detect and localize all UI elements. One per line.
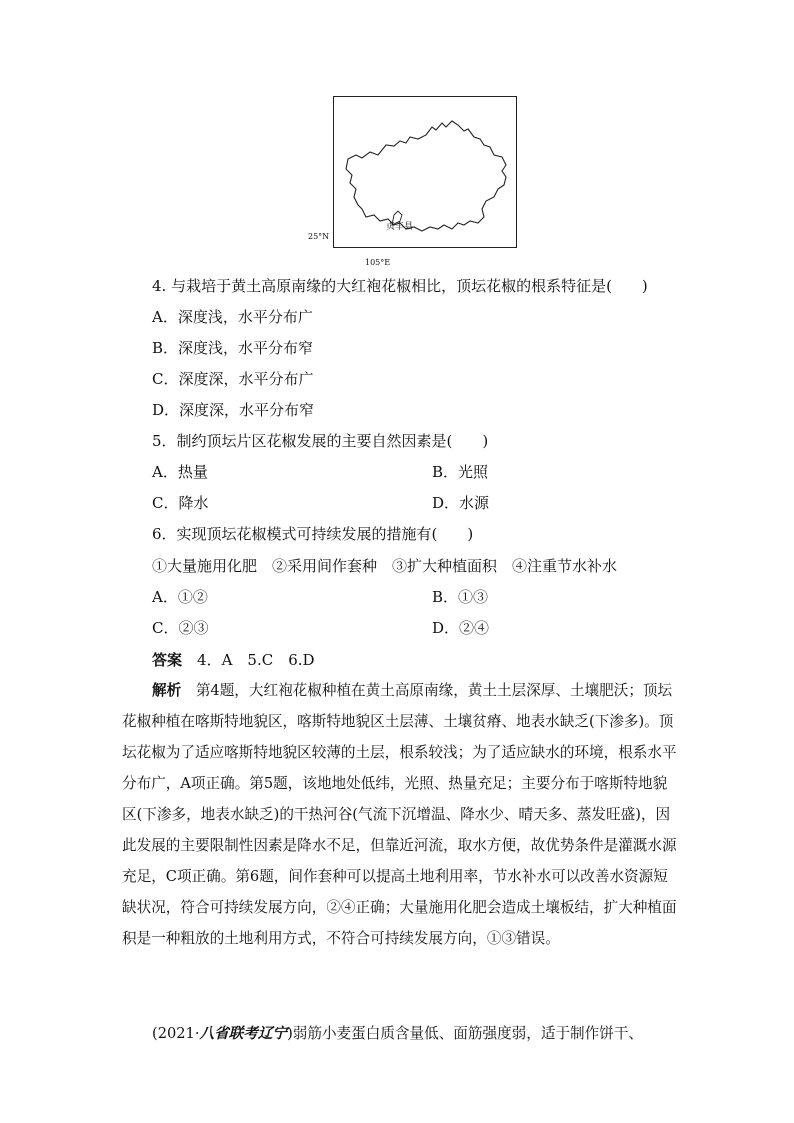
answer-text: 4．A 5.C 6.D [197, 651, 315, 669]
q6-option-a: A．①② [152, 588, 208, 606]
answer-line [152, 650, 315, 670]
source-year: (2021· [152, 1025, 200, 1042]
analysis-paragraph [122, 675, 678, 954]
q4-option-c: C．深度深，水平分布广 [152, 370, 314, 388]
q4-option-b: B．深度浅，水平分布窄 [152, 339, 314, 357]
q6-option-b: B．①③ [432, 588, 489, 606]
question-6-stem: 6．实现顶坛花椒模式可持续发展的措施有( ) [152, 525, 474, 543]
county-label: 贞丰县 [386, 222, 414, 232]
q5-option-a: A．热量 [152, 463, 208, 481]
next-question-intro [152, 1022, 643, 1043]
q5-option-b: B．光照 [432, 463, 489, 481]
q4-option-a: A．深度浅，水平分布广 [152, 308, 313, 326]
analysis-label: 解析 [152, 682, 182, 699]
latitude-label: 25°N [308, 232, 330, 241]
q5-option-c: C．降水 [152, 494, 209, 512]
q5-option-d: D．水源 [432, 494, 490, 512]
analysis-text: 第4题，大红袍花椒种植在黄土高原南缘，黄土土层深厚、土壤肥沃；顶坛花椒种植在喀斯特地貌区，喀斯特地貌区土层薄、土壤贫瘠、地表水缺乏(下渗多)。顶坛花椒为了适应喀斯特地貌区较薄的土层，根系较浅；为了适应缺水的环境，根系水平分布广，A项正确。第5题，该地地处低纬，光照、热量充足；主要分布于喀斯特地貌区(下渗多，地表水缺乏)的干热河谷(气流下沉增温、降水少、晴天多、蒸发旺盛)，因此发展的主要限制性因素是降水不足，但靠近河流，取水方便，故优势条件是灌溉水源充足，C项正确。第6题，间作套种可以提高土地利用率，节水补水可以改善水资源短缺状况，符合可持续发展方向，②④正确；大量施用化肥会造成土壤板结，扩大种植面积是一种粗放的土地利用方式，不符合可持续发展方向，①③错误。 [122, 682, 677, 947]
intro-text: )弱筋小麦蛋白质含量低、面筋强度弱，适于制作饼干、 [287, 1025, 644, 1042]
source-tag: 八省联考辽宁 [199, 1025, 288, 1042]
q6-option-c: C．②③ [152, 619, 209, 637]
guizhou-outline-map [334, 97, 518, 249]
longitude-label: 105°E [365, 258, 391, 267]
question-6-choices: ①大量施用化肥 ②采用间作套种 ③扩大种植面积 ④注重节水补水 [152, 557, 618, 575]
question-5-stem: 5．制约顶坛片区花椒发展的主要自然因素是( ) [152, 432, 489, 450]
question-4-stem: 4. 与栽培于黄土高原南缘的大红袍花椒相比，顶坛花椒的根系特征是( ) [152, 277, 648, 295]
map-figure [333, 96, 517, 248]
answer-label: 答案 [152, 651, 183, 669]
q4-option-d: D．深度深，水平分布窄 [152, 401, 315, 419]
q6-option-d: D．②④ [432, 619, 490, 637]
